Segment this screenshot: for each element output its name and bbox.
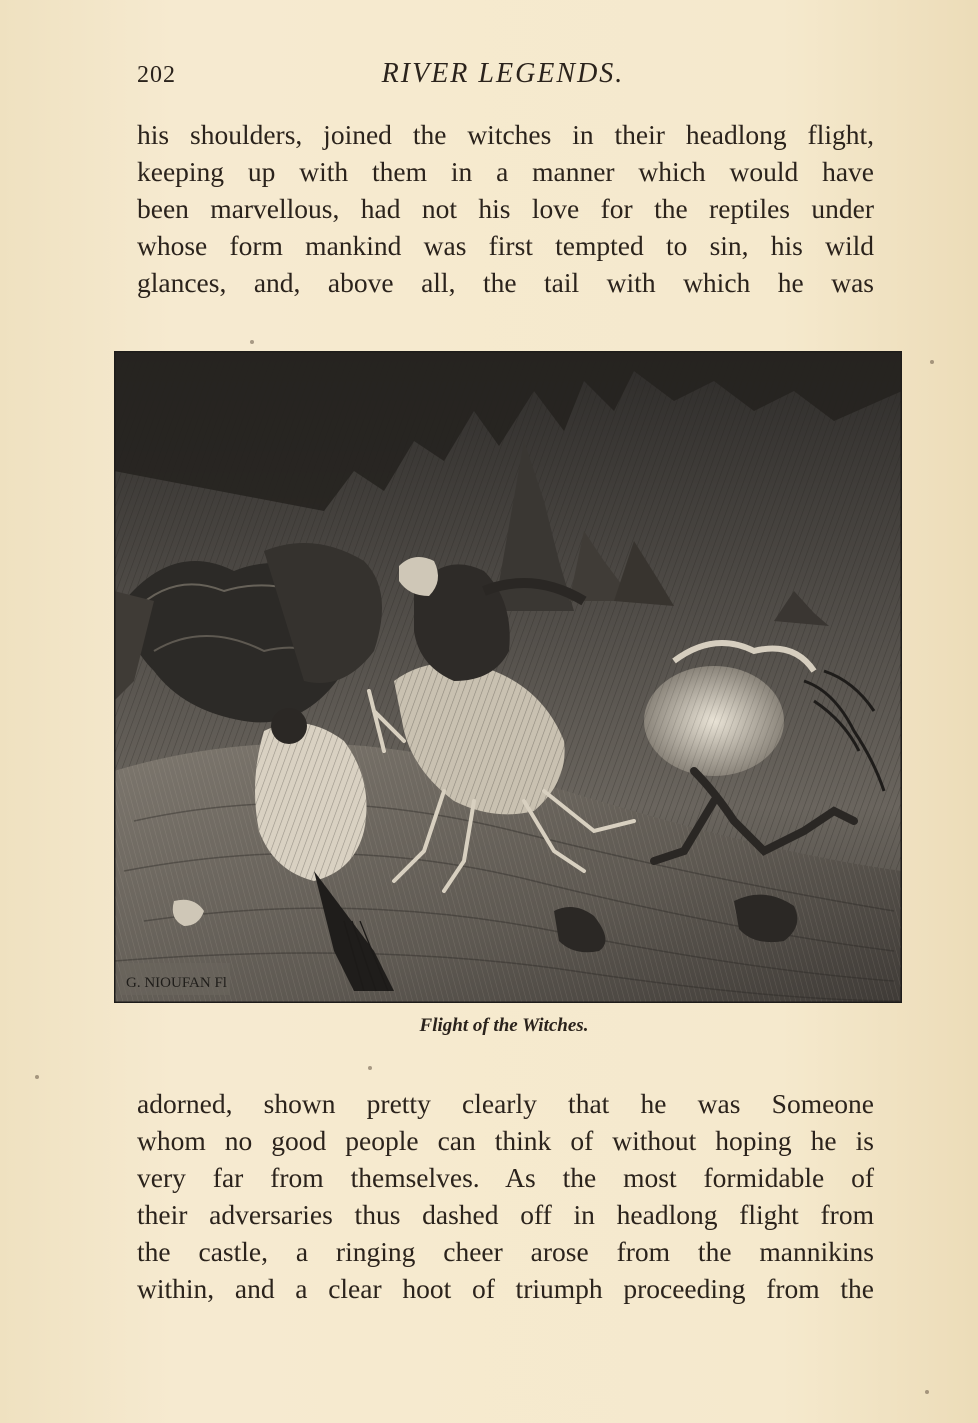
text-line: the castle, a ringing cheer arose from the mannikins bbox=[137, 1236, 874, 1267]
text-line: whose form mankind was first tempted to sin, his wild bbox=[137, 230, 874, 261]
text-line: glances, and, above all, the tail with which he was bbox=[137, 267, 874, 298]
paper-speck bbox=[35, 1075, 39, 1079]
engraving-illustration bbox=[114, 351, 902, 1003]
text-line: keeping up with them in a manner which would have bbox=[137, 156, 874, 187]
illustration-caption: Flight of the Witches. bbox=[419, 1015, 589, 1036]
paragraph-bottom bbox=[137, 1085, 874, 1307]
paper-speck bbox=[930, 360, 934, 364]
text-line: very far from themselves. As the most formidable of bbox=[137, 1162, 874, 1193]
paper-speck bbox=[925, 1390, 929, 1394]
paragraph-top bbox=[137, 116, 874, 301]
text-line: within, and a clear hoot of triumph proceeding from the bbox=[137, 1273, 874, 1304]
text-line: been marvellous, had not his love for the reptiles under bbox=[137, 193, 874, 224]
engraver-signature: G. NIOUFAN Fl bbox=[126, 975, 227, 991]
paper-speck bbox=[368, 1066, 372, 1070]
text-line: adorned, shown pretty clearly that he was Someone bbox=[137, 1088, 874, 1119]
page-number: 202 bbox=[137, 62, 176, 88]
running-title: RIVER LEGENDS. bbox=[381, 58, 625, 89]
paper-speck bbox=[250, 340, 254, 344]
text-line: whom no good people can think of without hoping he is bbox=[137, 1125, 874, 1156]
text-line: their adversaries thus dashed off in headlong flight from bbox=[137, 1199, 874, 1230]
text-line: his shoulders, joined the witches in their headlong flight, bbox=[137, 119, 874, 150]
